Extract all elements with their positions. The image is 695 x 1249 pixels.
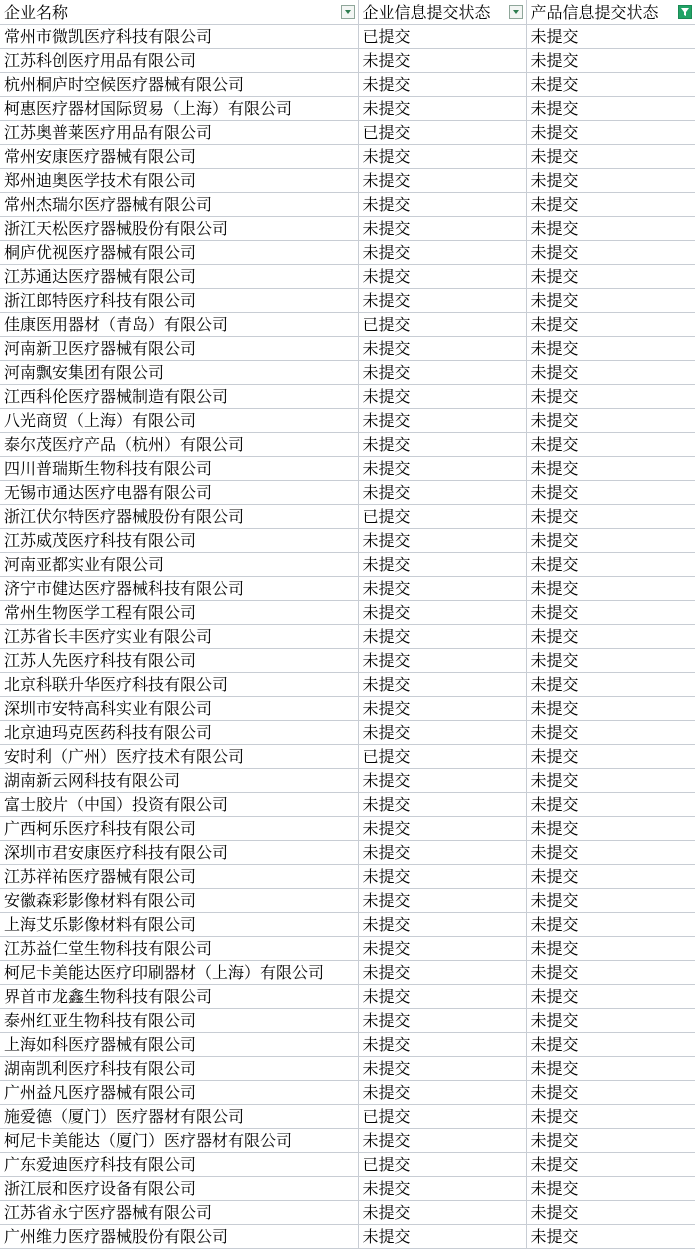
table-row[interactable] [0,433,695,457]
cell-company-name[interactable]: 常州市微凯医疗科技有限公司 [0,25,358,49]
cell-company-status[interactable]: 未提交 [358,721,526,745]
cell-product-status[interactable]: 未提交 [526,265,695,289]
cell-company-status[interactable]: 未提交 [358,217,526,241]
cell-company-status[interactable]: 未提交 [358,241,526,265]
table-row[interactable] [0,361,695,385]
cell-company-status[interactable]: 未提交 [358,481,526,505]
table-row[interactable] [0,769,695,793]
cell-product-status[interactable]: 未提交 [526,49,695,73]
cell-company-status[interactable]: 未提交 [358,361,526,385]
table-row[interactable] [0,625,695,649]
cell-product-status[interactable]: 未提交 [526,865,695,889]
cell-company-status[interactable]: 未提交 [358,625,526,649]
cell-company-status[interactable]: 已提交 [358,25,526,49]
cell-company-status[interactable]: 未提交 [358,49,526,73]
cell-product-status[interactable]: 未提交 [526,1033,695,1057]
cell-product-status[interactable]: 未提交 [526,601,695,625]
cell-company-status[interactable]: 未提交 [358,193,526,217]
cell-company-name[interactable]: 北京迪玛克医药科技有限公司 [0,721,358,745]
table-row[interactable] [0,889,695,913]
table-row[interactable] [0,1201,695,1225]
cell-product-status[interactable]: 未提交 [526,1177,695,1201]
cell-company-status[interactable]: 已提交 [358,1105,526,1129]
cell-company-name[interactable]: 广州维力医疗器械股份有限公司 [0,1225,358,1249]
cell-company-status[interactable]: 未提交 [358,1033,526,1057]
cell-company-name[interactable]: 浙江辰和医疗设备有限公司 [0,1177,358,1201]
table-row[interactable] [0,913,695,937]
cell-company-status[interactable]: 未提交 [358,1081,526,1105]
cell-product-status[interactable]: 未提交 [526,1057,695,1081]
cell-company-name[interactable]: 江苏科创医疗用品有限公司 [0,49,358,73]
cell-company-name[interactable]: 江苏省永宁医疗器械有限公司 [0,1201,358,1225]
cell-company-status[interactable]: 已提交 [358,121,526,145]
table-row[interactable] [0,1153,695,1177]
table-row[interactable] [0,865,695,889]
cell-company-name[interactable]: 深圳市君安康医疗科技有限公司 [0,841,358,865]
cell-company-status[interactable]: 未提交 [358,1177,526,1201]
cell-company-status[interactable]: 未提交 [358,817,526,841]
table-row[interactable] [0,265,695,289]
cell-company-name[interactable]: 河南新卫医疗器械有限公司 [0,337,358,361]
header-label-company-status: 企业信息提交状态 [362,2,491,22]
cell-company-name[interactable]: 泰州红亚生物科技有限公司 [0,1009,358,1033]
cell-company-status[interactable]: 未提交 [358,961,526,985]
table-row[interactable] [0,745,695,769]
filter-funnel-icon [681,8,689,16]
cell-company-name[interactable]: 富士胶片（中国）投资有限公司 [0,793,358,817]
cell-company-name[interactable]: 无锡市通达医疗电器有限公司 [0,481,358,505]
cell-company-name[interactable]: 四川普瑞斯生物科技有限公司 [0,457,358,481]
cell-company-name[interactable]: 江苏祥祐医疗器械有限公司 [0,865,358,889]
cell-product-status[interactable]: 未提交 [526,1081,695,1105]
filter-active-product-status[interactable] [678,5,692,19]
dropdown-arrow-icon [513,10,519,14]
cell-product-status[interactable]: 未提交 [526,889,695,913]
cell-company-status[interactable]: 未提交 [358,265,526,289]
cell-company-status[interactable]: 未提交 [358,1009,526,1033]
cell-company-status[interactable]: 未提交 [358,1201,526,1225]
cell-product-status[interactable]: 未提交 [526,73,695,97]
header-cell-company[interactable] [0,0,358,25]
cell-product-status[interactable]: 未提交 [526,673,695,697]
cell-company-name[interactable]: 八光商贸（上海）有限公司 [0,409,358,433]
cell-company-name[interactable]: 界首市龙鑫生物科技有限公司 [0,985,358,1009]
table-row[interactable] [0,49,695,73]
table-row[interactable] [0,1177,695,1201]
table-row[interactable] [0,577,695,601]
cell-company-name[interactable]: 浙江郎特医疗科技有限公司 [0,289,358,313]
cell-product-status[interactable]: 未提交 [526,697,695,721]
header-label-product-status: 产品信息提交状态 [530,2,659,22]
cell-product-status[interactable]: 未提交 [526,241,695,265]
cell-company-name[interactable]: 广州益凡医疗器械有限公司 [0,1081,358,1105]
filter-dropdown-company-status[interactable] [509,5,523,19]
table-row[interactable] [0,673,695,697]
cell-product-status[interactable]: 未提交 [526,385,695,409]
cell-company-name[interactable]: 济宁市健达医疗器械科技有限公司 [0,577,358,601]
cell-product-status[interactable]: 未提交 [526,121,695,145]
cell-company-status[interactable]: 未提交 [358,673,526,697]
dropdown-arrow-icon [345,10,351,14]
cell-company-name[interactable]: 河南亚都实业有限公司 [0,553,358,577]
cell-company-status[interactable]: 未提交 [358,1057,526,1081]
cell-company-name[interactable]: 广西柯乐医疗科技有限公司 [0,817,358,841]
cell-company-name[interactable]: 常州生物医学工程有限公司 [0,601,358,625]
cell-company-status[interactable]: 未提交 [358,433,526,457]
cell-product-status[interactable]: 未提交 [526,313,695,337]
cell-company-name[interactable]: 湖南新云网科技有限公司 [0,769,358,793]
cell-company-status[interactable]: 未提交 [358,553,526,577]
cell-product-status[interactable]: 未提交 [526,1153,695,1177]
cell-product-status[interactable]: 未提交 [526,913,695,937]
cell-company-name[interactable]: 江苏通达医疗器械有限公司 [0,265,358,289]
table-row[interactable] [0,121,695,145]
header-cell-product-status[interactable] [526,0,695,25]
cell-company-name[interactable]: 上海如科医疗器械有限公司 [0,1033,358,1057]
cell-product-status[interactable]: 未提交 [526,553,695,577]
cell-company-status[interactable]: 已提交 [358,505,526,529]
cell-company-status[interactable]: 未提交 [358,985,526,1009]
cell-company-name[interactable]: 泰尔茂医疗产品（杭州）有限公司 [0,433,358,457]
cell-company-status[interactable]: 未提交 [358,529,526,553]
cell-product-status[interactable]: 未提交 [526,937,695,961]
cell-company-name[interactable]: 柯惠医疗器材国际贸易（上海）有限公司 [0,97,358,121]
cell-product-status[interactable]: 未提交 [526,721,695,745]
cell-company-status[interactable]: 已提交 [358,1153,526,1177]
table-row[interactable] [0,649,695,673]
cell-product-status[interactable]: 未提交 [526,289,695,313]
cell-product-status[interactable]: 未提交 [526,505,695,529]
table-row[interactable] [0,505,695,529]
cell-product-status[interactable]: 未提交 [526,97,695,121]
cell-company-name[interactable]: 江苏威茂医疗科技有限公司 [0,529,358,553]
cell-company-name[interactable]: 常州杰瑞尔医疗器械有限公司 [0,193,358,217]
table-row[interactable] [0,313,695,337]
cell-product-status[interactable]: 未提交 [526,1225,695,1249]
table-row[interactable] [0,409,695,433]
cell-product-status[interactable]: 未提交 [526,433,695,457]
cell-company-status[interactable]: 未提交 [358,145,526,169]
table-row[interactable] [0,337,695,361]
cell-company-status[interactable]: 未提交 [358,577,526,601]
cell-company-name[interactable]: 安徽森彩影像材料有限公司 [0,889,358,913]
table-row[interactable] [0,817,695,841]
table-row[interactable] [0,217,695,241]
table-row[interactable] [0,1081,695,1105]
cell-product-status[interactable]: 未提交 [526,1009,695,1033]
cell-company-status[interactable]: 未提交 [358,1225,526,1249]
cell-company-status[interactable]: 未提交 [358,337,526,361]
table-row[interactable] [0,985,695,1009]
table-row[interactable] [0,529,695,553]
cell-product-status[interactable]: 未提交 [526,337,695,361]
table-row[interactable] [0,1105,695,1129]
cell-product-status[interactable]: 未提交 [526,1129,695,1153]
table-row[interactable] [0,697,695,721]
cell-company-status[interactable]: 未提交 [358,289,526,313]
cell-company-status[interactable]: 未提交 [358,1129,526,1153]
cell-company-status[interactable]: 已提交 [358,745,526,769]
cell-product-status[interactable]: 未提交 [526,577,695,601]
cell-product-status[interactable]: 未提交 [526,1105,695,1129]
cell-product-status[interactable]: 未提交 [526,457,695,481]
cell-company-status[interactable]: 未提交 [358,97,526,121]
cell-product-status[interactable]: 未提交 [526,169,695,193]
cell-company-name[interactable]: 河南飘安集团有限公司 [0,361,358,385]
cell-product-status[interactable]: 未提交 [526,217,695,241]
cell-company-name[interactable]: 佳康医用器材（青岛）有限公司 [0,313,358,337]
table-row[interactable] [0,1057,695,1081]
table-row[interactable] [0,961,695,985]
cell-company-name[interactable]: 湖南凯利医疗科技有限公司 [0,1057,358,1081]
table-row[interactable] [0,385,695,409]
cell-company-status[interactable]: 未提交 [358,697,526,721]
cell-product-status[interactable]: 未提交 [526,745,695,769]
table-row[interactable] [0,289,695,313]
table-row[interactable] [0,1033,695,1057]
cell-product-status[interactable]: 未提交 [526,841,695,865]
table-row[interactable] [0,457,695,481]
table-row[interactable] [0,721,695,745]
cell-product-status[interactable]: 未提交 [526,649,695,673]
cell-company-name[interactable]: 北京科联升华医疗科技有限公司 [0,673,358,697]
cell-company-name[interactable]: 浙江伏尔特医疗器械股份有限公司 [0,505,358,529]
cell-company-status[interactable]: 未提交 [358,937,526,961]
cell-product-status[interactable]: 未提交 [526,985,695,1009]
table-row[interactable] [0,97,695,121]
cell-product-status[interactable]: 未提交 [526,817,695,841]
cell-company-status[interactable]: 未提交 [358,913,526,937]
table-row[interactable] [0,553,695,577]
cell-company-name[interactable]: 江苏人先医疗科技有限公司 [0,649,358,673]
cell-company-status[interactable]: 未提交 [358,841,526,865]
cell-product-status[interactable]: 未提交 [526,961,695,985]
cell-company-name[interactable]: 浙江天松医疗器械股份有限公司 [0,217,358,241]
cell-company-name[interactable]: 施爱德（厦门）医疗器材有限公司 [0,1105,358,1129]
table-row[interactable] [0,937,695,961]
cell-company-status[interactable]: 未提交 [358,793,526,817]
header-label-company: 企业名称 [4,2,69,22]
header-cell-company-status[interactable] [358,0,526,25]
cell-company-status[interactable]: 未提交 [358,457,526,481]
table-row[interactable] [0,241,695,265]
cell-company-name[interactable]: 杭州桐庐时空候医疗器械有限公司 [0,73,358,97]
cell-company-status[interactable]: 已提交 [358,313,526,337]
table-row[interactable] [0,1009,695,1033]
table-row[interactable] [0,193,695,217]
cell-company-name[interactable]: 江苏益仁堂生物科技有限公司 [0,937,358,961]
header-row [0,0,695,25]
cell-product-status[interactable]: 未提交 [526,1201,695,1225]
cell-product-status[interactable]: 未提交 [526,193,695,217]
cell-product-status[interactable]: 未提交 [526,361,695,385]
cell-product-status[interactable]: 未提交 [526,625,695,649]
cell-product-status[interactable]: 未提交 [526,25,695,49]
cell-company-name[interactable]: 江苏奥普莱医疗用品有限公司 [0,121,358,145]
cell-company-name[interactable]: 广东爱迪医疗科技有限公司 [0,1153,358,1177]
cell-product-status[interactable]: 未提交 [526,769,695,793]
table-row[interactable] [0,793,695,817]
cell-company-name[interactable]: 江苏省长丰医疗实业有限公司 [0,625,358,649]
cell-company-name[interactable]: 桐庐优视医疗器械有限公司 [0,241,358,265]
cell-product-status[interactable]: 未提交 [526,793,695,817]
cell-company-name[interactable]: 上海艾乐影像材料有限公司 [0,913,358,937]
cell-company-status[interactable]: 未提交 [358,865,526,889]
cell-company-name[interactable]: 深圳市安特高科实业有限公司 [0,697,358,721]
table-row[interactable] [0,169,695,193]
cell-product-status[interactable]: 未提交 [526,409,695,433]
cell-company-status[interactable]: 未提交 [358,385,526,409]
table-row[interactable] [0,73,695,97]
cell-company-name[interactable]: 柯尼卡美能达医疗印刷器材（上海）有限公司 [0,961,358,985]
cell-company-name[interactable]: 安时利（广州）医疗技术有限公司 [0,745,358,769]
table-row[interactable] [0,841,695,865]
cell-company-status[interactable]: 未提交 [358,889,526,913]
cell-product-status[interactable]: 未提交 [526,481,695,505]
cell-company-status[interactable]: 未提交 [358,649,526,673]
cell-company-name[interactable]: 常州安康医疗器械有限公司 [0,145,358,169]
cell-company-status[interactable]: 未提交 [358,769,526,793]
filter-dropdown-company[interactable] [341,5,355,19]
table-row[interactable] [0,25,695,49]
cell-company-status[interactable]: 未提交 [358,73,526,97]
cell-company-name[interactable]: 郑州迪奥医学技术有限公司 [0,169,358,193]
table-row[interactable] [0,145,695,169]
cell-company-status[interactable]: 未提交 [358,601,526,625]
cell-company-name[interactable]: 江西科伦医疗器械制造有限公司 [0,385,358,409]
cell-company-status[interactable]: 未提交 [358,409,526,433]
cell-product-status[interactable]: 未提交 [526,529,695,553]
cell-company-name[interactable]: 柯尼卡美能达（厦门）医疗器材有限公司 [0,1129,358,1153]
table-row[interactable] [0,481,695,505]
table-row[interactable] [0,601,695,625]
table-row[interactable] [0,1129,695,1153]
table-row[interactable] [0,1225,695,1249]
cell-product-status[interactable]: 未提交 [526,145,695,169]
cell-company-status[interactable]: 未提交 [358,169,526,193]
